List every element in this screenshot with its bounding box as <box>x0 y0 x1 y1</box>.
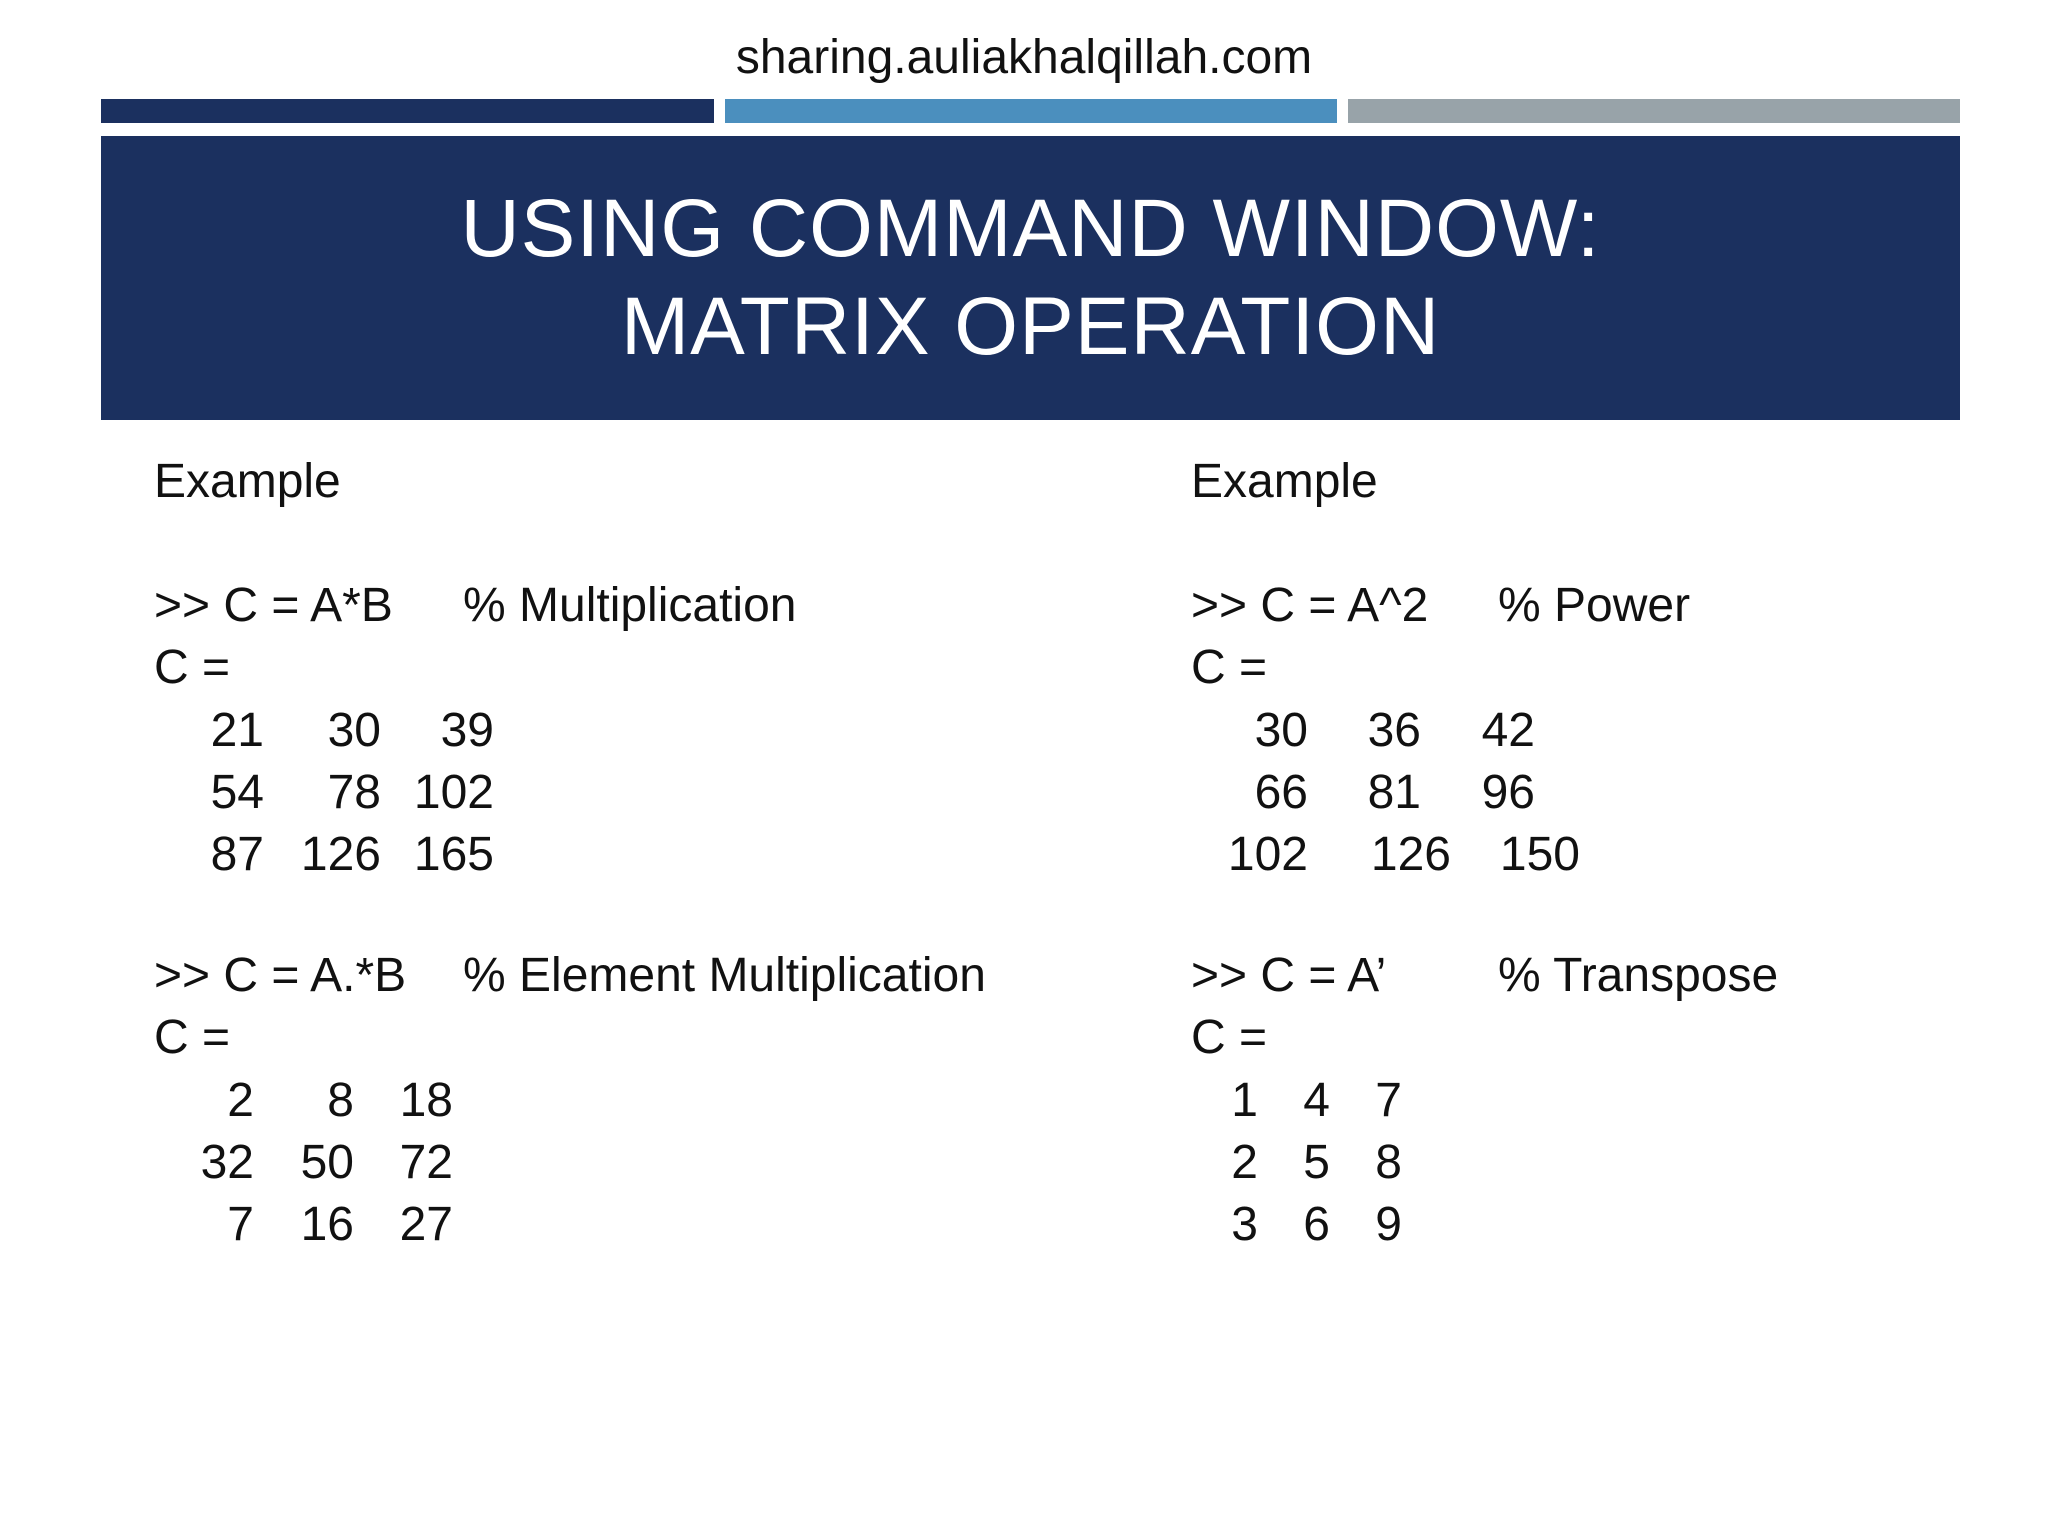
matrix-cell: 42 <box>1481 704 1535 757</box>
matrix-cell: 7 <box>227 1198 254 1251</box>
matrix-cell: 3 <box>1231 1198 1258 1251</box>
matrix-row <box>1191 700 1580 762</box>
title-banner <box>101 136 1960 420</box>
matrix-cell: 7 <box>1375 1074 1402 1127</box>
matrix-cell: 150 <box>1499 828 1580 881</box>
matrix-row <box>154 1070 453 1132</box>
matrix-cell: 2 <box>1231 1136 1258 1189</box>
matrix-cell: 4 <box>1303 1074 1330 1127</box>
matrix-cell: 1 <box>1231 1074 1258 1127</box>
command-code: >> C = A*B <box>154 579 393 632</box>
matrix-cell: 72 <box>399 1136 453 1189</box>
result-label: C = <box>1191 641 1268 694</box>
matrix-cell: 102 <box>1227 828 1308 881</box>
matrix-row <box>1191 762 1580 824</box>
matrix-cell: 5 <box>1303 1136 1330 1189</box>
command-comment: % Transpose <box>1498 949 1779 1002</box>
matrix-cell: 81 <box>1367 766 1421 819</box>
matrix-cell: 21 <box>210 704 264 757</box>
matrix-row <box>154 824 494 886</box>
matrix-cell: 39 <box>440 704 494 757</box>
slide-title-line-2: MATRIX OPERATION <box>620 281 1441 372</box>
command-line <box>1191 576 1691 636</box>
result-label: C = <box>1191 1011 1268 1064</box>
command-line <box>1191 946 1779 1006</box>
slide-title-line-1: USING COMMAND WINDOW: <box>460 183 1601 274</box>
command-code: >> C = A’ <box>1191 949 1387 1002</box>
matrix-cell: 2 <box>227 1074 254 1127</box>
matrix-cell: 32 <box>200 1136 254 1189</box>
result-matrix <box>154 1070 453 1256</box>
example-label: Example <box>154 455 341 508</box>
command-comment: % Power <box>1498 579 1691 632</box>
matrix-row <box>1191 1194 1402 1256</box>
matrix-cell: 30 <box>327 704 381 757</box>
matrix-cell: 50 <box>300 1136 354 1189</box>
matrix-cell: 36 <box>1367 704 1421 757</box>
command-comment: % Multiplication <box>463 579 797 632</box>
matrix-cell: 30 <box>1254 704 1308 757</box>
result-matrix <box>1191 1070 1402 1256</box>
matrix-cell: 16 <box>300 1198 354 1251</box>
matrix-cell: 126 <box>1370 828 1451 881</box>
command-line <box>154 946 986 1006</box>
matrix-cell: 78 <box>327 766 381 819</box>
matrix-cell: 96 <box>1481 766 1535 819</box>
accent-stripe-blue <box>725 99 1337 123</box>
matrix-row <box>1191 824 1580 886</box>
matrix-row <box>1191 1070 1402 1132</box>
matrix-cell: 66 <box>1254 766 1308 819</box>
accent-stripe-gray <box>1348 99 1960 123</box>
command-code: >> C = A.*B <box>154 949 407 1002</box>
matrix-cell: 54 <box>210 766 264 819</box>
matrix-row <box>154 762 494 824</box>
matrix-row <box>154 700 494 762</box>
result-matrix <box>1191 700 1580 886</box>
matrix-row <box>154 1132 453 1194</box>
command-comment: % Element Multiplication <box>463 949 986 1002</box>
matrix-cell: 8 <box>1375 1136 1402 1189</box>
matrix-cell: 165 <box>413 828 494 881</box>
matrix-cell: 87 <box>210 828 264 881</box>
matrix-cell: 9 <box>1375 1198 1402 1251</box>
matrix-cell: 126 <box>300 828 381 881</box>
command-code: >> C = A^2 <box>1191 579 1429 632</box>
matrix-cell: 18 <box>399 1074 453 1127</box>
command-line <box>154 576 797 636</box>
result-label: C = <box>154 641 231 694</box>
accent-stripe-navy <box>101 99 714 123</box>
example-label: Example <box>1191 455 1378 508</box>
matrix-cell: 6 <box>1303 1198 1330 1251</box>
matrix-cell: 8 <box>327 1074 354 1127</box>
matrix-row <box>1191 1132 1402 1194</box>
matrix-cell: 102 <box>413 766 494 819</box>
result-matrix <box>154 700 494 886</box>
result-label: C = <box>154 1011 231 1064</box>
matrix-cell: 27 <box>399 1198 453 1251</box>
matrix-row <box>154 1194 453 1256</box>
site-url: sharing.auliakhalqillah.com <box>735 31 1313 84</box>
